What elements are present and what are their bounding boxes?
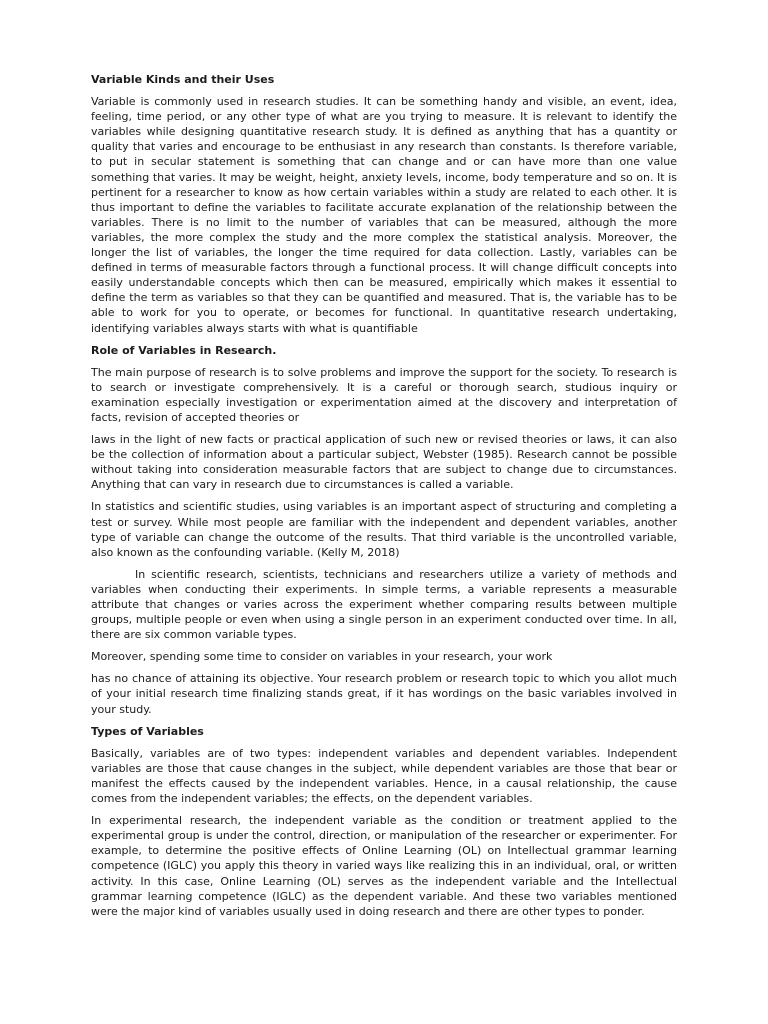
paragraph: In scientific research, scientists, technicians and researchers utilize a variety of methods and variables when conducting their experiments. In simple terms, a variable represents a measurable attribute that changes or varies across the experiment whether comparing results between multiple groups, multiple people or even when using a single person in an experiment conducted over time. In all, there are six common variable types. [91, 567, 677, 642]
paragraph: In statistics and scientific studies, using variables is an important aspect of structuring and completing a test or survey. While most people are familiar with the independent and dependent variables, another type of variable can change the outcome of the results. That third variable is the uncontrolled variable, also known as the confounding variable. (Kelly M, 2018) [91, 500, 677, 559]
paragraph: Basically, variables are of two types: independent variables and dependent variables. Independent variables are those that cause changes in the subject, while dependent variables are those that bear or manifest the effects caused by the independent variables. Hence, in a causal relationship, the cause comes from the independent variables; the effects, on the dependent variables. [91, 746, 677, 806]
section-heading-types-of-variables: Types of Variables [91, 724, 204, 738]
paragraph: In experimental research, the independent variable as the condition or treatment applied to the experimental group is under the control, direction, or manipulation of the researcher or experimenter. For example, to determine the positive effects of Online Learning (OL) on Intellectual grammar learning competence (IGLC) you apply this theory in varied ways like realizing this in an individual, oral, or written activity. In this case, Online Learning (OL) serves as the independent variable and the Intellectual grammar learning competence (IGLC) as the dependent variable. And these two variables mentioned were the major kind of variables usually used in doing research and there are other types to ponder. [91, 814, 677, 918]
document-body [91, 72, 677, 926]
section-heading-variable-kinds: Variable Kinds and their Uses [91, 73, 275, 86]
paragraph: has no chance of attaining its objective. Your research problem or research topic to which you allot much of your initial research time finalizing stands great, if it has wordings on the basic variables involved in your study. [91, 672, 677, 716]
paragraph: laws in the light of new facts or practical application of such new or revised theories or laws, it can also be the collection of information about a particular subject, Webster (1985). Research cannot be possible without taking into consideration measurable factors that are subject to change due to circumstances. Anything that can vary in research due to circumstances is called a variable. [91, 433, 677, 492]
paragraph: Moreover, spending some time to consider on variables in your research, your work [91, 650, 553, 664]
section-heading-role-of-variables: Role of Variables in Research. [91, 343, 277, 357]
paragraph: The main purpose of research is to solve problems and improve the support for the society. To research is to search or investigate comprehensively. It is a careful or thorough search, studious inquiry or examination especially investigation or experimentation aimed at the discovery and interpretation of facts, revision of accepted theories or [91, 365, 677, 424]
paragraph: Variable is commonly used in research studies. It can be something handy and visible, an event, idea, feeling, time period, or any other type of what are you trying to measure. It is relevant to identify the variables while designing quantitative research study. It is defined as anything that has a quantity or quality that varies and encourage to be enthusiast in any research than constants. Is therefore variable, to put in secular statement is something that can change and or can have more than one value something that varies. It may be weight, height, anxiety levels, income, body temperature and so on. It is pertinent for a researcher to know as how certain variables within a study are related to each other. It is thus important to define the variables to facilitate accurate explanation of the relationship between the variables. There is no limit to the number of variables that can be measured, although the more variables, the more complex the study and the more complex the statistical analysis. Moreover, the longer the list of variables, the longer the time required for data collection. Lastly, variables can be defined in terms of measurable factors through a functional process. It will change difficult concepts into easily understandable concepts which then can be measured, empirically which makes it essential to define the term as variables so that they can be quantified and measured. That is, the variable has to be able to work for you to operate, or becomes for functional. In quantitative research undertaking, identifying variables always starts with what is quantifiable [91, 95, 677, 335]
